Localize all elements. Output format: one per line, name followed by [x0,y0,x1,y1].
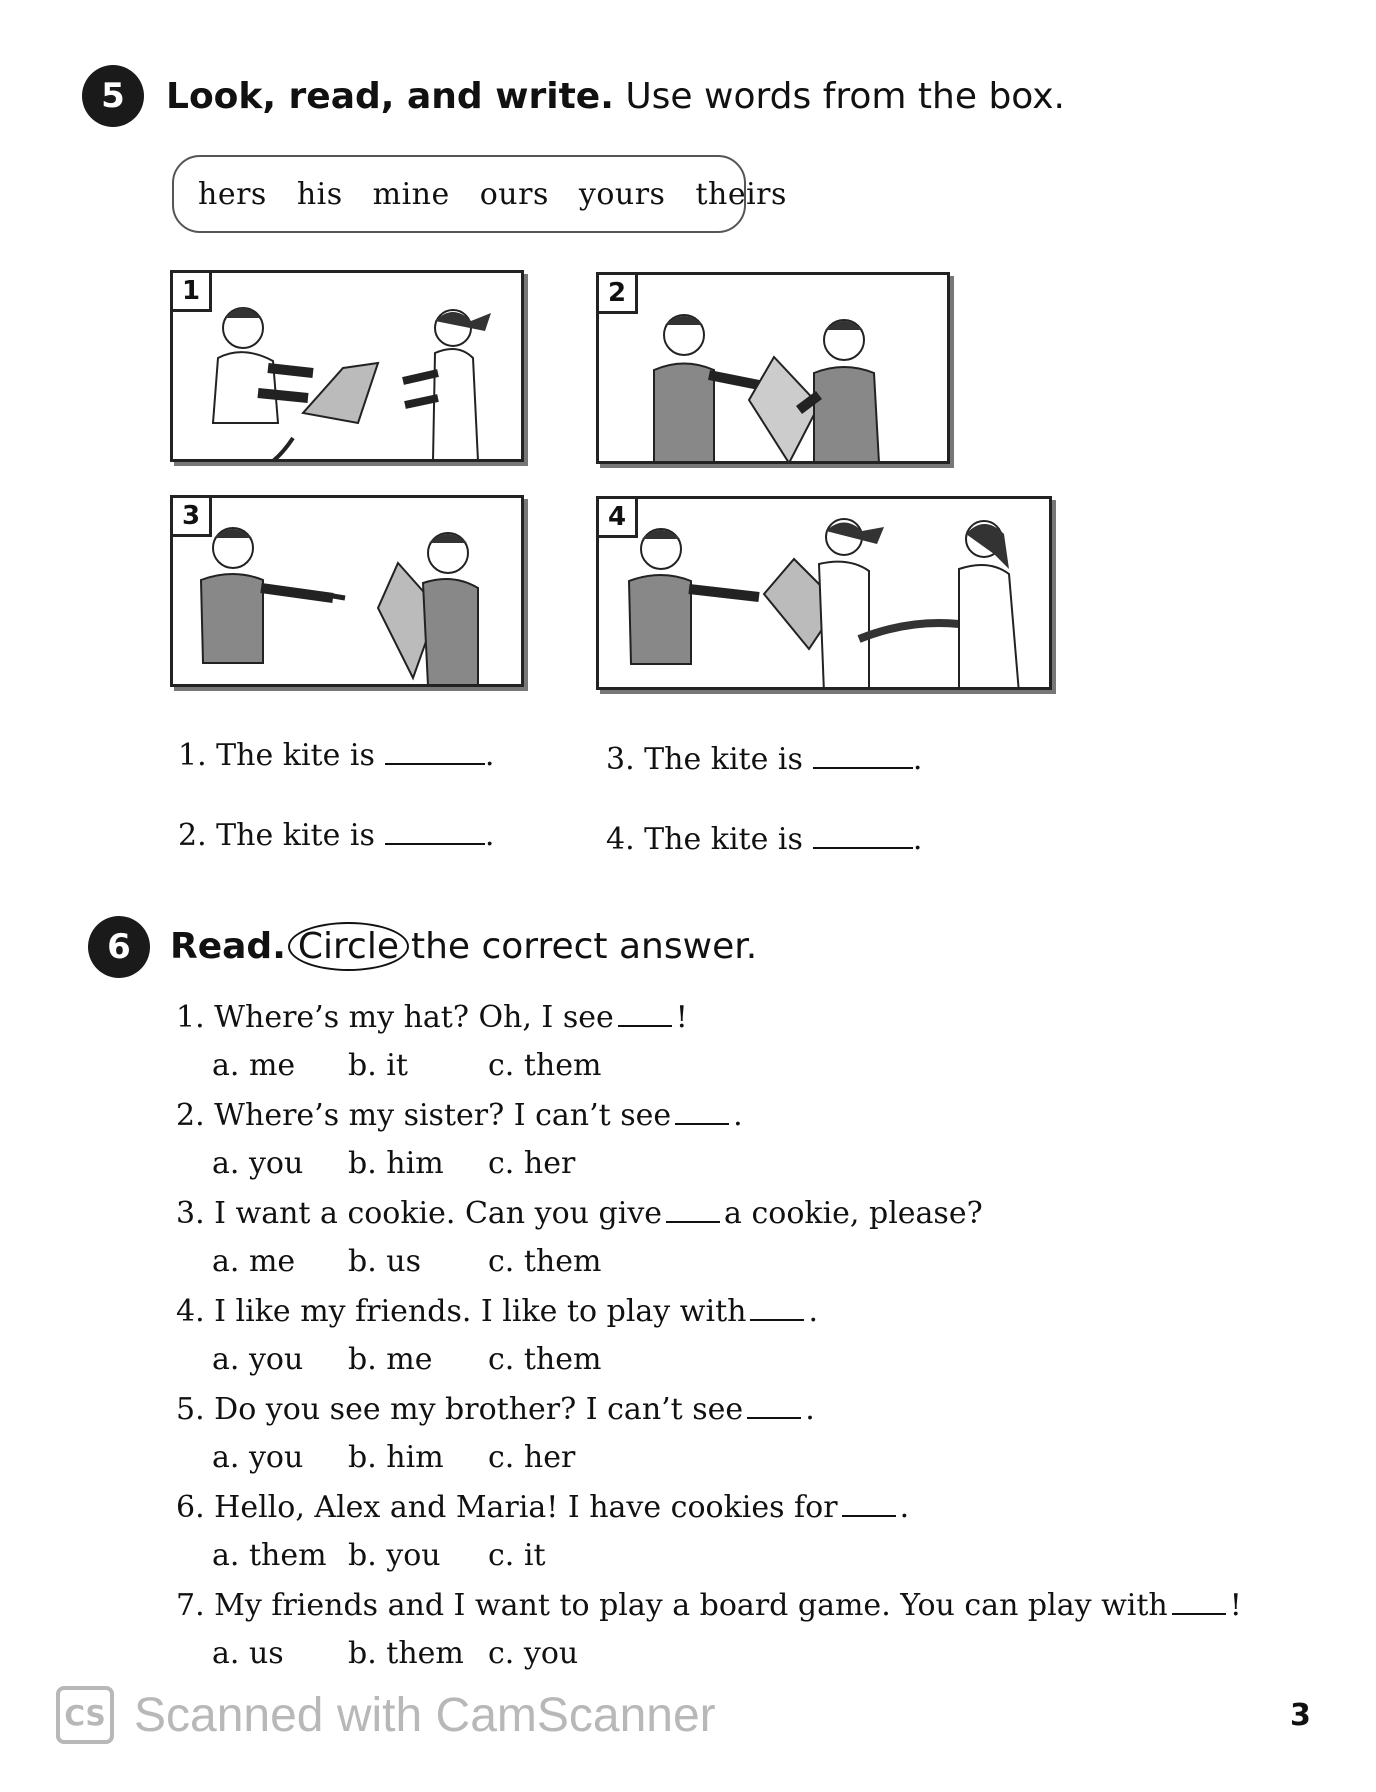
section-6-heading [170,922,757,971]
answer-option[interactable]: c. her [488,1440,576,1475]
sentence-1: 1. The kite is . [178,738,495,773]
answer-blank-3[interactable] [813,767,913,769]
question-blank[interactable] [666,1221,720,1223]
word-ours: ours [479,176,549,212]
answer-blank-2[interactable] [385,843,485,845]
word-his: his [296,176,343,212]
answer-option[interactable]: c. them [488,1048,602,1083]
answer-option[interactable]: c. her [488,1146,576,1181]
camscanner-watermark [56,1686,716,1744]
question-blank[interactable] [618,1025,672,1027]
question-text-end: ! [1229,1588,1242,1623]
panel-1-number: 1 [173,273,212,312]
answer-option[interactable]: a. me [212,1244,296,1279]
question-6 [176,1490,909,1525]
question-text-end: . [899,1490,910,1525]
answer-option[interactable]: c. you [488,1636,579,1671]
answer-blank-1[interactable] [385,763,485,765]
section-5-title-rest: Use words from the box. [625,76,1065,117]
question-4 [176,1294,818,1329]
panel-3-number: 3 [173,498,212,537]
sentence-4-text: 4. The kite is [606,822,803,857]
question-text: 2. Where’s my sister? I can’t see [176,1098,672,1133]
panel-1-illustration [173,273,524,462]
sentence-3: 3. The kite is . [606,742,923,777]
sentence-2-text: 2. The kite is [178,818,375,853]
answer-option[interactable]: b. them [348,1636,464,1671]
question-text: 3. I want a cookie. Can you give [176,1196,663,1231]
panel-4-number: 4 [599,499,638,538]
answer-option[interactable]: b. him [348,1146,444,1181]
question-blank[interactable] [750,1319,804,1321]
word-box [172,155,787,233]
sentence-2: 2. The kite is . [178,818,495,853]
question-text: 5. Do you see my brother? I can’t see [176,1392,744,1427]
question-text-end: . [805,1392,815,1427]
question-2 [176,1098,743,1133]
question-text-end: . [808,1294,818,1329]
answer-option[interactable]: b. it [348,1048,408,1083]
question-5 [176,1392,815,1427]
sentence-3-text: 3. The kite is [606,742,803,777]
answer-option[interactable]: c. them [488,1244,602,1279]
section-6-title-rest: the correct answer. [410,926,758,967]
panel-4-illustration [599,499,1052,690]
question-text: 7. My friends and I want to play a board game. You can play with [176,1588,1168,1623]
watermark-text: Scanned with CamScanner [134,1688,716,1742]
picture-panel-1 [170,270,524,462]
camscanner-logo: CS [56,1686,114,1744]
question-text-end: ! [675,1000,688,1035]
question-7 [176,1588,1242,1623]
section-6-number: 6 [88,916,150,978]
answer-option[interactable]: a. us [212,1636,284,1671]
answer-option[interactable]: a. you [212,1440,304,1475]
word-theirs: theirs [695,176,787,212]
panel-2-number: 2 [599,275,638,314]
answer-option[interactable]: b. you [348,1538,441,1573]
question-1 [176,1000,688,1035]
panel-3-illustration [173,498,524,687]
section-5-title-bold: Look, read, and write. [166,76,614,117]
picture-panel-3 [170,495,524,687]
word-mine: mine [372,176,450,212]
picture-panel-4 [596,496,1052,690]
question-3 [176,1196,983,1231]
answer-option[interactable]: b. him [348,1440,444,1475]
question-text: 1. Where’s my hat? Oh, I see [176,1000,614,1035]
word-yours: yours [578,176,666,212]
word-hers: hers [198,176,267,212]
circle-word: Circle [288,922,409,971]
answer-option[interactable]: b. me [348,1342,433,1377]
answer-option[interactable]: a. me [212,1048,296,1083]
question-blank[interactable] [675,1123,729,1125]
section-5-number: 5 [82,65,144,127]
panel-2-illustration [599,275,950,464]
section-5-heading [166,76,1065,117]
question-text: 4. I like my friends. I like to play with [176,1294,747,1329]
sentence-1-text: 1. The kite is [178,738,375,773]
section-6-title-bold: Read. [170,926,286,967]
page-number: 3 [1290,1698,1311,1733]
question-text: 6. Hello, Alex and Maria! I have cookies for [176,1490,838,1525]
answer-option[interactable]: a. them [212,1538,327,1573]
answer-option[interactable]: b. us [348,1244,421,1279]
answer-option[interactable]: c. it [488,1538,546,1573]
answer-option[interactable]: a. you [212,1342,304,1377]
answer-blank-4[interactable] [813,847,913,849]
answer-option[interactable]: c. them [488,1342,602,1377]
question-blank[interactable] [1172,1613,1226,1615]
answer-option[interactable]: a. you [212,1146,304,1181]
question-text-end: a cookie, please? [724,1196,983,1231]
question-blank[interactable] [747,1417,801,1419]
sentence-4: 4. The kite is . [606,822,923,857]
question-text-end: . [733,1098,743,1133]
picture-panel-2 [596,272,950,464]
question-blank[interactable] [842,1515,896,1517]
